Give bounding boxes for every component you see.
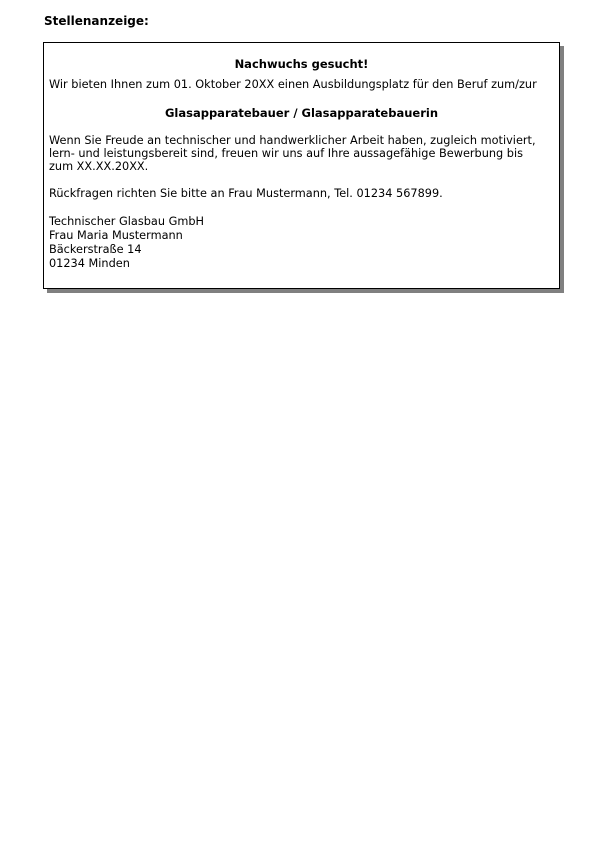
job-ad-box xyxy=(43,42,560,289)
ad-profession: Glasapparatebauer / Glasapparatebauerin xyxy=(164,106,439,120)
address-street: Bäckerstraße 14 xyxy=(49,243,142,256)
ad-body-paragraph xyxy=(49,134,554,173)
ad-title: Nachwuchs gesucht! xyxy=(234,57,369,71)
address-city: 01234 Minden xyxy=(49,257,130,270)
ad-body-line: lern- und leistungsbereit sind, freuen wir uns auf Ihre aussagefähige Bewerbung bis xyxy=(49,147,523,160)
address-contact-person: Frau Maria Mustermann xyxy=(49,229,183,242)
address-company: Technischer Glasbau GmbH xyxy=(49,215,205,228)
ad-contact: Rückfragen richten Sie bitte an Frau Mustermann, Tel. 01234 567899. xyxy=(49,187,443,200)
ad-body-line: Wenn Sie Freude an technischer und handwerklicher Arbeit haben, zugleich motiviert, xyxy=(49,134,536,147)
page-heading: Stellenanzeige: xyxy=(44,14,149,28)
ad-body-line: zum XX.XX.20XX. xyxy=(49,160,149,173)
ad-address xyxy=(49,215,554,271)
ad-intro: Wir bieten Ihnen zum 01. Oktober 20XX einen Ausbildungsplatz für den Beruf zum/zur xyxy=(49,78,537,91)
